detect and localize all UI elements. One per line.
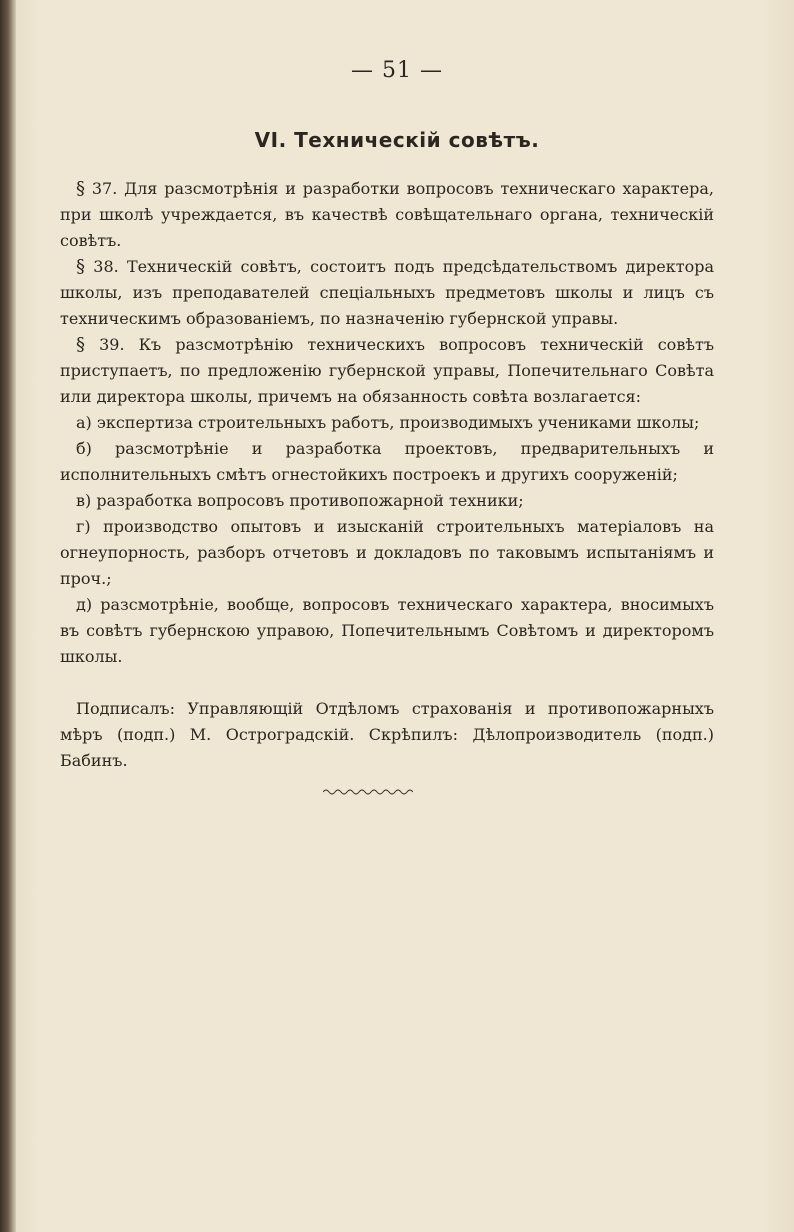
body-text: [60, 176, 714, 774]
signature-block: Подписалъ: Управляющій Отдѣломъ страхованія и противопожарныхъ мѣръ (подп.) М. Остроградскій. Скрѣпилъ: Дѣлопроизводитель (подп.) Бабинъ.: [60, 699, 714, 770]
section-sign: §: [76, 256, 85, 277]
paragraph-text: 39. Къ разсмотрѣнію техническихъ вопросовъ техническій совѣтъ приступаетъ, по предложенію губернской управы, Попечительнаго Совѣта или директора школы, причемъ на обязанность совѣта возлагается:: [60, 335, 714, 406]
list-item-d: д) разсмотрѣніе, вообще, вопросовъ техническаго характера, вносимыхъ въ совѣтъ губернскою управою, Попечительнымъ Совѣтомъ и директоромъ школы.: [60, 595, 714, 666]
paragraph-text: 38. Техническій совѣтъ, состоитъ подъ предсѣдательствомъ директора школы, изъ преподавателей спеціальныхъ предметовъ школы и лицъ съ техническимъ образованіемъ, по назначенію губернской управы.: [60, 257, 714, 328]
paragraph-38: [60, 254, 714, 332]
list-item-a: а) экспертиза строительныхъ работъ, производимыхъ учениками школы;: [76, 413, 700, 432]
paragraph-text: 37. Для разсмотрѣнія и разработки вопросовъ техническаго характера, при школѣ учреждается, въ качествѣ совѣщательнаго органа, техническій совѣтъ.: [60, 179, 714, 250]
page-number: — 51 —: [351, 58, 443, 83]
list-item-b: б) разсмотрѣніе и разработка проектовъ, предварительныхъ и исполнительныхъ смѣтъ огнестойкихъ построекъ и другихъ сооруженій;: [60, 439, 714, 484]
book-spine-shadow: [0, 0, 16, 1232]
section-sign: §: [76, 178, 85, 199]
list-item-g: г) производство опытовъ и изысканій строительныхъ матеріаловъ на огнеупорность, разборъ отчетовъ и докладовъ по таковымъ испытаніямъ и проч.;: [60, 517, 714, 588]
ornamental-divider: [323, 786, 413, 798]
section-heading: VI. Техническій совѣтъ.: [254, 128, 540, 152]
list-item-v: в) разработка вопросовъ противопожарной техники;: [76, 491, 524, 510]
paragraph-37: [60, 176, 714, 254]
paragraph-39: [60, 332, 714, 410]
section-sign: §: [76, 334, 85, 355]
